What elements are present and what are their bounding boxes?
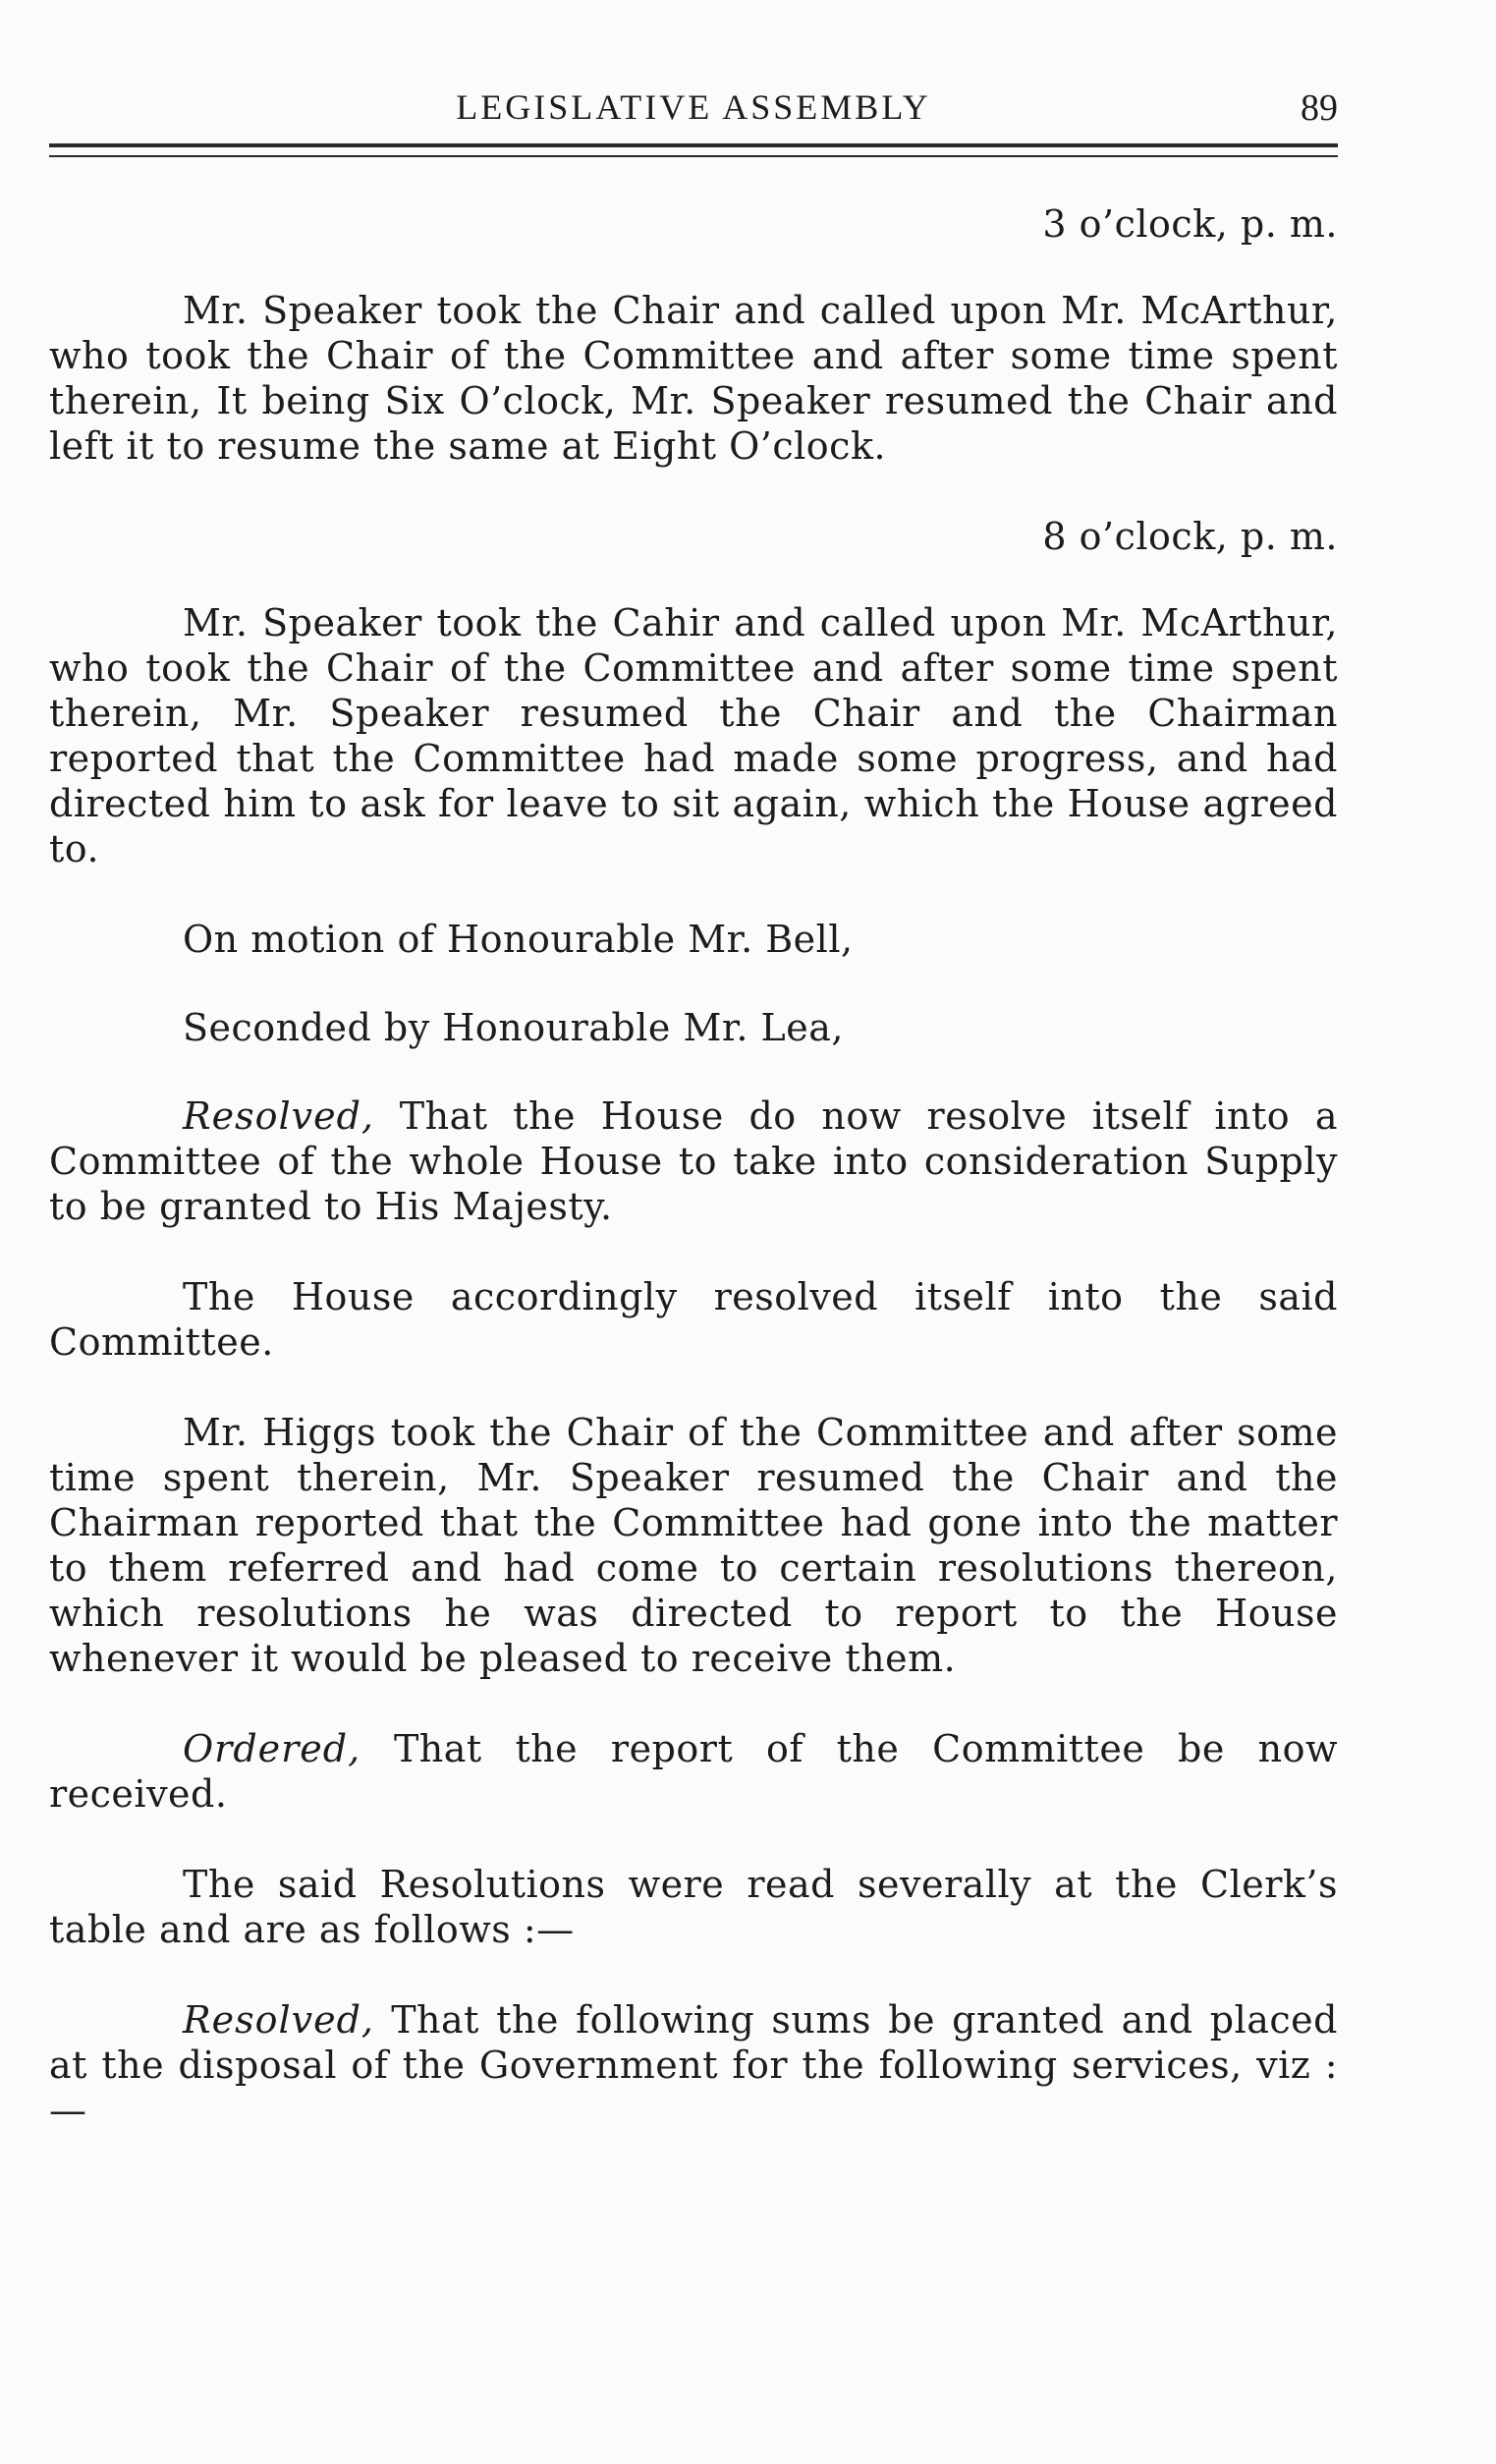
resolved-label: Resolved, <box>183 1998 374 2042</box>
header-rule-thin <box>49 155 1338 157</box>
paragraph-committee-afternoon: Mr. Speaker took the Chair and called upon Mr. McArthur, who took the Chair of the Committee and after some time spent therein, It being Six O’clock, Mr. Speaker resumed the Chair and left it to resume the same at Eight O’clock. <box>49 289 1338 468</box>
running-head: LEGISLATIVE ASSEMBLY <box>456 87 931 127</box>
order-report <box>49 1726 1338 1817</box>
ordered-label: Ordered, <box>183 1727 361 1770</box>
seconded-line: Seconded by Honourable Mr. Lea, <box>183 1006 844 1049</box>
time-heading-8pm: 8 o’clock, p. m. <box>1042 515 1338 558</box>
paragraph-higgs-committee: Mr. Higgs took the Chair of the Committee and after some time spent therein, Mr. Speaker resumed the Chair and the Chairman reported that the Committee had gone into the matter to them referred and had come to certain resolutions thereon, which resolutions he was directed to report to the House whenever it would be pleased to receive them. <box>49 1411 1338 1680</box>
resolution-supply <box>49 1093 1338 1229</box>
resolution-sums <box>49 1997 1338 2133</box>
resolved-label: Resolved, <box>183 1094 374 1138</box>
page-body <box>49 201 1338 2178</box>
time-heading-3pm: 3 o’clock, p. m. <box>1042 202 1338 246</box>
page-number: 89 <box>1301 87 1338 129</box>
page-header <box>49 79 1338 138</box>
motion-line: On motion of Honourable Mr. Bell, <box>183 918 854 961</box>
order-text: That the report of the Committee be now received. <box>49 1727 1338 1816</box>
resolution-text: That the following sums be granted and placed at the disposal of the Government for the following services, viz :— <box>49 1998 1338 2132</box>
paragraph-committee-evening: Mr. Speaker took the Cahir and called upon Mr. McArthur, who took the Chair of the Committee and after some time spent therein, Mr. Speaker resumed the Chair and the Chairman reported that the Committee had made some progress, and had directed him to ask for leave to sit again, which the House agreed to. <box>49 601 1338 870</box>
header-rule-thick <box>49 143 1338 147</box>
paragraph-resolutions-read: The said Resolutions were read severally at the Clerk’s table and are as follows :— <box>49 1863 1338 1951</box>
paragraph-house-resolved: The House accordingly resolved itself into the said Committee. <box>49 1275 1338 1364</box>
resolution-text: That the House do now resolve itself into a Committee of the whole House to take into consideration Supply to be granted to His Majesty. <box>49 1094 1338 1228</box>
